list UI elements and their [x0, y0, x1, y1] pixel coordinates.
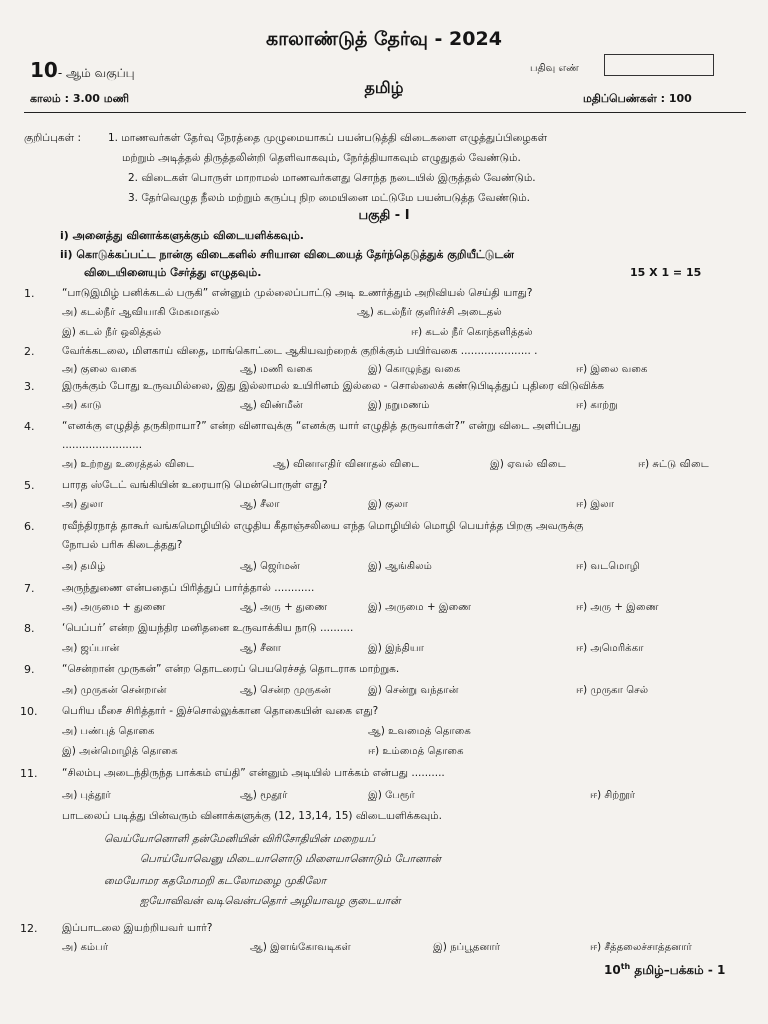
subject-title: தமிழ்	[364, 78, 404, 97]
register-number-label: பதிவு எண்	[530, 63, 579, 74]
option-c: இ) அருமை + இணை	[368, 602, 472, 613]
class-text: - ஆம் வகுப்பு	[57, 66, 135, 80]
note-1: 1. மாணவர்கள் தேர்வு நேரத்தை முழுமையாகப் பயன்படுத்தி விடைகளை எழுத்துப்பிழைகள்	[108, 132, 548, 144]
instruction-2-cont: விடையினையும் சேர்த்து எழுதவும்.	[84, 266, 262, 279]
option-c: இ) பேரூர்	[368, 790, 415, 801]
option-d: ஈ) இலா	[576, 499, 615, 510]
option-a: அ) கடல்நீர் ஆவியாகி மேகமாதல்	[62, 307, 220, 318]
option-b: ஆ) இளங்கோவடிகள்	[250, 942, 351, 953]
option-a: அ) பண்புத் தொகை	[62, 726, 155, 737]
option-c: இ) சென்று வந்தான்	[368, 685, 459, 696]
option-d: ஈ) சுட்டு விடை	[638, 459, 709, 470]
marks-label: மதிப்பெண்கள் : 100	[583, 92, 692, 105]
question-text: ‘பெப்பர்’ என்ற இயந்திர மனிதனை உருவாக்கிய நாடு ..........	[62, 622, 354, 634]
question-number: 12.	[20, 922, 38, 935]
question-number: 2.	[24, 345, 35, 358]
question-text: பாரத ஸ்டேட் வங்கியின் உரையாடு மென்பொருள் எது?	[62, 479, 328, 491]
note-2: 2. விடைகள் பொருள் மாறாமல் மாணவர்களது சொந்த நடையில் இருத்தல் வேண்டும்.	[128, 172, 536, 184]
question-number: 6.	[24, 520, 35, 533]
section-title: பகுதி - I	[358, 208, 410, 223]
option-d: ஈ) உம்மைத் தொகை	[368, 746, 464, 757]
question-text: அருந்துணை என்பதைப் பிரித்துப் பார்த்தால் ............	[62, 582, 315, 594]
option-b: ஆ) சீலா	[240, 499, 280, 510]
option-d: ஈ) அரு + இணை	[576, 602, 659, 613]
option-a: அ) ஜப்பான்	[62, 643, 120, 654]
section-marks: 15 X 1 = 15	[630, 266, 702, 279]
footer-text: தமிழ்–பக்கம் - 1	[630, 963, 726, 977]
question-text: “பாடுஇமிழ் பனிக்கடல் பருகி” என்னும் முல்லைப்பாட்டு அடி உணர்த்தும் அறிவியல் செய்தி யாது?	[62, 287, 533, 299]
option-c: இ) அன்மொழித் தொகை	[62, 746, 178, 757]
question-text: “சிலம்பு அடைந்திருந்த பாக்கம் எய்தி” என்னும் அடியில் பாக்கம் என்பது ..........	[62, 767, 445, 779]
option-c: இ) இந்தியா	[368, 643, 424, 654]
option-b: ஆ) ஜெர்மன்	[240, 561, 300, 572]
poem-line: பொய்யோவெனு மிடையாளொடு மிளையானொடும் போனான்	[140, 853, 441, 865]
poem-line: ஐயோவிவன் வடிவென்பதொர் அழியாவழ குடையான்	[140, 895, 401, 907]
question-text: இப்பாடலை இயற்றியவர் யார்?	[62, 922, 213, 934]
option-d: ஈ) முருகா செல்	[576, 685, 649, 696]
option-b: ஆ) சீனா	[240, 643, 281, 654]
option-c: இ) கடல் நீர் ஒலித்தல்	[62, 327, 162, 338]
question-text-cont: நோபல் பரிசு கிடைத்தது?	[62, 539, 183, 551]
option-c: இ) நப்பூதனார்	[433, 942, 501, 953]
question-number: 3.	[24, 380, 35, 393]
question-text: பெரிய மீசை சிரித்தார் - இச்சொல்லுக்கான தொகையின் வகை எது?	[62, 705, 379, 717]
option-a: அ) கம்பர்	[62, 942, 109, 953]
option-c: இ) கொழுந்து வகை	[368, 364, 461, 375]
question-text: ரவீந்திரநாத் தாகூர் வங்கமொழியில் எழுதிய கீதாஞ்சலியை எந்த மொழியில் மொழி பெயர்த்த பிறகு அவருக்கு	[62, 520, 584, 532]
register-number-box[interactable]	[604, 54, 714, 76]
question-number: 5.	[24, 479, 35, 492]
option-c: இ) நறுமணம்	[368, 400, 430, 411]
instruction-1: i) அனைத்து வினாக்களுக்கும் விடையளிக்கவும்.	[60, 229, 304, 242]
option-c: இ) ஏவல் விடை	[490, 459, 566, 470]
option-b: ஆ) மணி வகை	[240, 364, 313, 375]
option-c: இ) ஆங்கிலம்	[368, 561, 432, 572]
option-b: ஆ) அரு + துணை	[240, 602, 328, 613]
option-a: அ) தமிழ்	[62, 561, 106, 572]
question-number: 8.	[24, 622, 35, 635]
option-d: ஈ) இலை வகை	[576, 364, 648, 375]
header-divider	[24, 112, 746, 113]
option-a: அ) புத்தூர்	[62, 790, 111, 801]
option-b: ஆ) சென்ற முருகன்	[240, 685, 331, 696]
option-d: ஈ) வடமொழி	[576, 561, 640, 572]
question-text: “எனக்கு எழுதித் தருகிறாயா?” என்ற வினாவுக்கு “எனக்கு யார் எழுதித் தருவார்கள்?” என்று விடை அளிப்பது	[62, 420, 581, 432]
note-1-cont: மற்றும் அடித்தல் திருத்தலின்றி தெளிவாகவும், நேர்த்தியாகவும் எழுதுதல் வேண்டும்.	[122, 152, 521, 164]
option-b: ஆ) கடல்நீர் குளிர்ச்சி அடைதல்	[357, 307, 502, 318]
question-number: 7.	[24, 582, 35, 595]
option-a: அ) உற்றது உரைத்தல் விடை	[62, 459, 195, 470]
question-text: இருக்கும் போது உருவமில்லை, இது இல்லாமல் உயிரினம் இல்லை - சொல்லைக் கண்டுபிடித்துப் புதிரை விடுவிக்க	[62, 380, 604, 392]
option-d: ஈ) கடல் நீர் கொந்தளித்தல்	[411, 327, 533, 338]
question-text: வேர்க்கடலை, மிளகாய் விதை, மாங்கொட்டை ஆகியவற்றைக் குறிக்கும் பயிர்வகை ..................... .	[62, 345, 538, 357]
notes-label: குறிப்புகள் :	[24, 132, 81, 144]
option-b: ஆ) வினாஎதிர் வினாதல் விடை	[273, 459, 420, 470]
question-number: 1.	[24, 287, 35, 300]
option-a: அ) முருகன் சென்றான்	[62, 685, 167, 696]
question-text: “சென்றான் முருகன்” என்ற தொடரைப் பெயரெச்சத் தொடராக மாற்றுக.	[62, 663, 400, 675]
option-d: ஈ) அமெரிக்கா	[576, 643, 644, 654]
option-a: அ) காடு	[62, 400, 102, 411]
time-label: காலம் : 3.00 மணி	[30, 92, 130, 105]
option-d: ஈ) சீத்தலைச்சாத்தனார்	[590, 942, 692, 953]
poem-line: மையோமர கதமோமறி கடலோமழை முகிலோ	[104, 875, 327, 887]
question-number: 9.	[24, 663, 35, 676]
option-b: ஆ) விண்மீன்	[240, 400, 303, 411]
poem-instruction: பாடலைப் படித்து பின்வரும் வினாக்களுக்கு (12, 13,14, 15) விடையளிக்கவும்.	[62, 810, 442, 822]
option-a: அ) துலா	[62, 499, 104, 510]
page-footer	[604, 962, 725, 979]
footer-class: 10	[604, 963, 621, 977]
option-d: ஈ) காற்று	[576, 400, 618, 411]
option-b: ஆ) மூதூர்	[240, 790, 288, 801]
option-c: இ) குலா	[368, 499, 408, 510]
class-number: 10	[30, 58, 58, 82]
question-number: 4.	[24, 420, 35, 433]
question-number: 10.	[20, 705, 38, 718]
instruction-2: ii) கொடுக்கப்பட்ட நான்கு விடைகளில் சரியான விடையைத் தேர்ந்தெடுத்துக் குறியீட்டுடன்	[60, 248, 514, 261]
option-a: அ) குலை வகை	[62, 364, 137, 375]
question-text-cont: ........................	[62, 439, 143, 451]
option-b: ஆ) உவமைத் தொகை	[368, 726, 471, 737]
poem-line: வெய்யோனொளி தன்மேனியின் விரிசோதியின் மறையப்	[104, 833, 376, 845]
footer-suffix: th	[620, 962, 631, 971]
question-number: 11.	[20, 767, 38, 780]
option-a: அ) அருமை + துணை	[62, 602, 166, 613]
note-3: 3. தேர்வெழுத நீலம் மற்றும் கருப்பு நிற மையினை மட்டுமே பயன்படுத்த வேண்டும்.	[128, 192, 530, 204]
exam-title: காலாண்டுத் தேர்வு - 2024	[266, 28, 502, 50]
option-d: ஈ) சிற்றூர்	[590, 790, 636, 801]
